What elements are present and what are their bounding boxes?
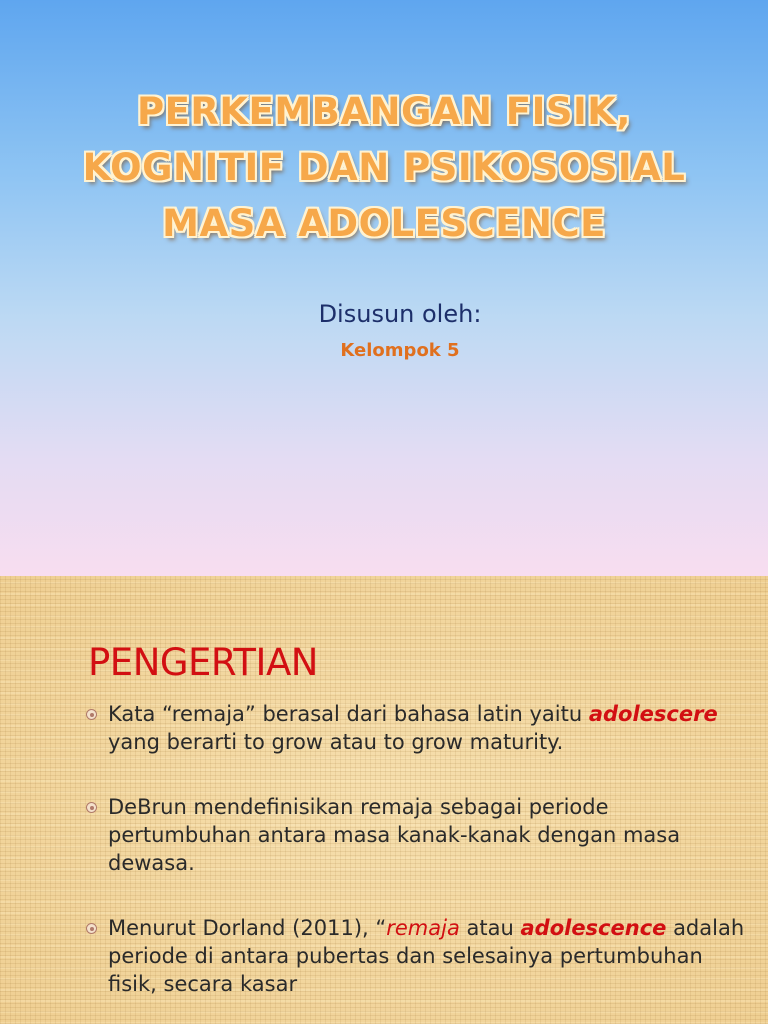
author-name: Kelompok 5 (340, 340, 460, 361)
bullet-text: adalah periode di antara pubertas dan selesainya pertumbuhan fisik, secara kasar (108, 916, 745, 996)
bullet-item-2 (86, 793, 746, 877)
bullet-text: DeBrun mendefinisikan remaja sebagai periode pertumbuhan antara masa kanak-kanak dengan masa dewasa. (108, 795, 681, 875)
author-label: Disusun oleh: (318, 300, 482, 328)
bullet-item-3 (86, 914, 746, 998)
content-slide (0, 576, 768, 1024)
circle-bullet-icon (86, 709, 97, 720)
bullet-text: Menurut Dorland (2011), “ (108, 916, 387, 940)
circle-bullet-icon (86, 802, 97, 813)
emphasis-term: remaja (386, 916, 460, 940)
bullet-text: yang berarti to grow atau to grow maturity. (108, 730, 564, 754)
title-line-1: PERKEMBANGAN FISIK, (137, 90, 631, 133)
bullet-list (86, 700, 746, 998)
slide-heading: PENGERTIAN (88, 641, 318, 684)
circle-bullet-icon (86, 923, 97, 934)
emphasis-term: adolescence (520, 916, 667, 940)
slide-title (40, 84, 728, 252)
title-line-2: KOGNITIF DAN PSIKOSOSIAL (82, 146, 686, 189)
bullet-text: Kata “remaja” berasal dari bahasa latin yaitu (108, 702, 589, 726)
bullet-text: atau (459, 916, 521, 940)
title-line-3: MASA ADOLESCENCE (162, 202, 606, 245)
emphasis-term: adolescere (588, 702, 718, 726)
bullet-item-1 (86, 700, 746, 756)
